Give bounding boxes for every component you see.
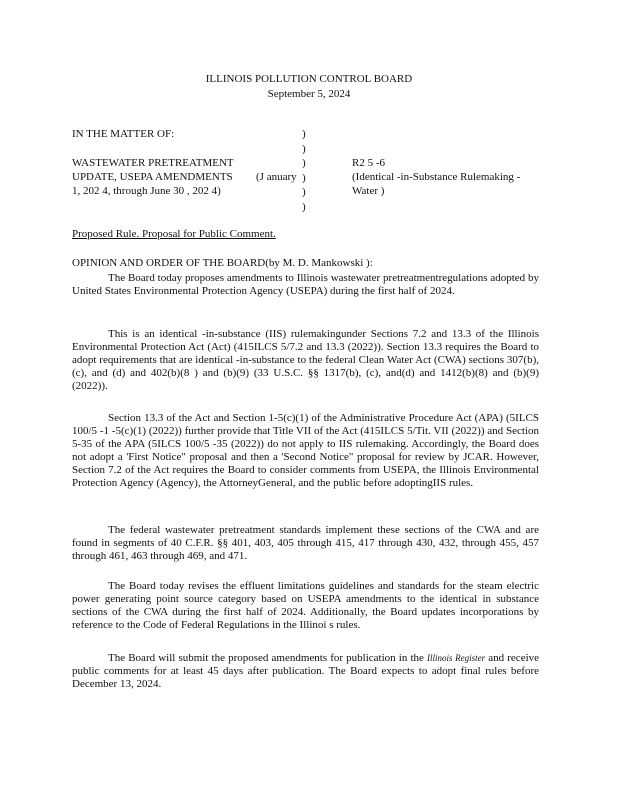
- document-date: September 5, 2024: [267, 88, 351, 100]
- caption-paren: ): [302, 171, 306, 184]
- proposal-heading: Proposed Rule. Proposal for Public Comment.: [72, 228, 276, 240]
- caption-left-line-1: WASTEWATER PRETREATMENT: [72, 157, 234, 169]
- docket-number: R2 5 -6: [352, 157, 385, 169]
- rulemaking-type-line-1: (Identical -in-Substance Rulemaking -: [352, 171, 521, 183]
- opinion-heading: OPINION AND ORDER OF THE BOARD(by M. D. Mankowski ):: [72, 257, 373, 269]
- caption-left-line-3: 1, 202 4, through June 30 , 202 4): [72, 185, 221, 197]
- caption-paren: ): [302, 142, 306, 155]
- illinois-register-title: Illinois Register: [427, 653, 486, 663]
- caption-left-line-2: UPDATE, USEPA AMENDMENTS: [72, 171, 233, 183]
- rulemaking-type-line-2: Water ): [352, 185, 385, 197]
- paragraph-3: Section 13.3 of the Act and Section 1-5(c)(1) of the Administrative Procedure Act (APA) (5ILCS 100/5 -1 -5(c)(1) (2022)) further provide that Title VII of the Act (415ILCS 5/Tit. VII (2022)) and Section 5-35 of the APA (5ILCS 100/5 -35 (2022)) do not apply to IIS rulemaking. Accordingly, the Board does not adopt a 'First Notice" proposal and then a 'Second Notice" proposal for review by JCAR. However, Section 7.2 of the Act requires the Board to consider comments from USEPA, the Illinois Environmental Protection Agency (Agency), the AttorneyGeneral, and the public before adoptingIIS rules.: [72, 412, 539, 489]
- paragraph-6: [72, 652, 539, 691]
- caption-paren: ): [302, 128, 306, 140]
- caption-paren: ): [302, 186, 306, 198]
- caption-paren: ): [302, 200, 306, 213]
- paragraph-6-text-a: The Board will submit the proposed amendments for publication in the: [108, 652, 424, 664]
- caption-paren: ): [302, 157, 306, 169]
- caption-parentheses: [302, 127, 312, 214]
- paragraph-6-text-b: and receive public comments for at least 45 days after publication. The Board expects to adopt final rules before December 13, 2024.: [72, 652, 540, 690]
- paragraph-2: This is an identical -in-substance (IIS) rulemakingunder Sections 7.2 and 13.3 of the Illinois Environmental Protection Act (Act) (415ILCS 5/7.2 and 13.3 (2022)). Section 13.3 requires the Board to adopt requirements that are identical -in-substance to the federal Clean Water Act (CWA) sections 307(b), (c), and (d) and 402(b)(8 ) and (b)(9) (33 U.S.C. §§ 1317(b), (c), and(d) and 1412(b)(8) and (b)(9) (2022)).: [72, 328, 539, 392]
- in-the-matter-label: IN THE MATTER OF:: [72, 128, 175, 140]
- paragraph-4: The federal wastewater pretreatment standards implement these sections of the CWA and are found in segments of 40 C.F.R. §§ 401, 403, 405 through 415, 417 through 430, 432, through 455, 457 through 461, 463 through 469, and 471.: [72, 524, 539, 562]
- paragraph-1: The Board today proposes amendments to Illinois wastewater pretreatmentregulations adopted by United States Environmental Protection Agency (USEPA) during the first half of 2024.: [72, 272, 539, 297]
- agency-title: ILLINOIS POLLUTION CONTROL BOARD: [205, 73, 413, 85]
- paragraph-5: The Board today revises the effluent limitations guidelines and standards for the steam electric power generating point source category based on USEPA amendments to the identical in substance sections of the CWA during the first half of 2024. Additionally, the Board updates incorporations by reference to the Code of Federal Regulations in the Illinoi s rules.: [72, 580, 539, 631]
- caption-left-line-2-tail: (J anuary: [256, 171, 297, 183]
